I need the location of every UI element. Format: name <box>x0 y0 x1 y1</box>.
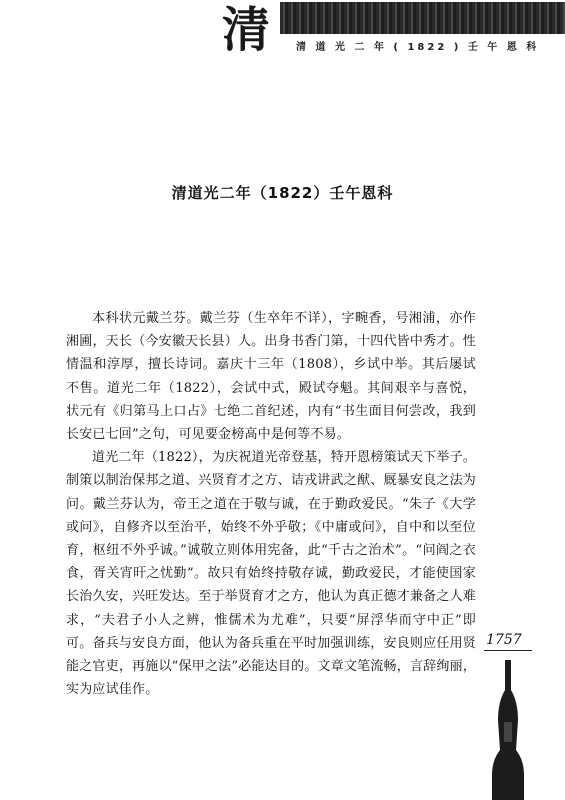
page-number-rule <box>484 650 532 651</box>
article-title: 清道光二年（1822）壬午恩科 <box>171 184 394 202</box>
page-number: 1757 <box>486 632 522 648</box>
article-body <box>66 307 476 701</box>
header-decorative-band <box>280 2 565 34</box>
paragraph-2: 道光二年（1822），为庆祝道光帝登基，特开恩榜策试天下举子。制策以制治保邦之道、兴贤育才之方、诘戎讲武之猷、厩暴安良之法为问。戴兰芬认为，帝王之道在于敬与诚，在于勤政爱民。“朱子《大学或问》，自修齐以至治平，始终不外乎敬；《中庸或问》，自中和以至位育，枢纽不外乎诚。”诚敬立则体用宪备，此“千古之治术”。“问阎之衣食，胥关宵旰之忧勤”。故只有始终持敬存诚，勤政爱民，才能使国家长治久安，兴旺发达。至于举贤育才之方，他认为真正德才兼备之人难求，“夫君子小人之辨，惟儒术为尤难”，只要“屏浮华而守中正”即可。备兵与安良方面，他认为备兵重在平时加强训练，安良则应任用贤能之官吏，再施以“保甲之法”必能达目的。文章文笔流畅，言辞绚丽，实为应试佳作。 <box>66 450 476 698</box>
header-subtitle: 清 道 光 二 年 ( 1822 ) 壬 午 恩 科 <box>296 42 540 53</box>
paragraph-1: 本科状元戴兰芬。戴兰芬（生卒年不详），字畹香，号湘浦，亦作湘圃，天长（今安徽天长县）人。出身书香门第，十四代皆中秀才。性情温和淳厚，擅长诗词。嘉庆十三年（1808），乡试中举。其后屡试不售。道光二年（1822），会试中式，殿试夺魁。其间艰辛与喜悦，状元有《归第马上口占》七绝二首纪述，内有“书生面目何尝改，我到长安已七回”之句，可见要金榜高中是何等不易。 <box>66 311 476 443</box>
header-chapter-char: 清 <box>222 2 271 58</box>
bottle-decoration-icon <box>488 660 528 800</box>
